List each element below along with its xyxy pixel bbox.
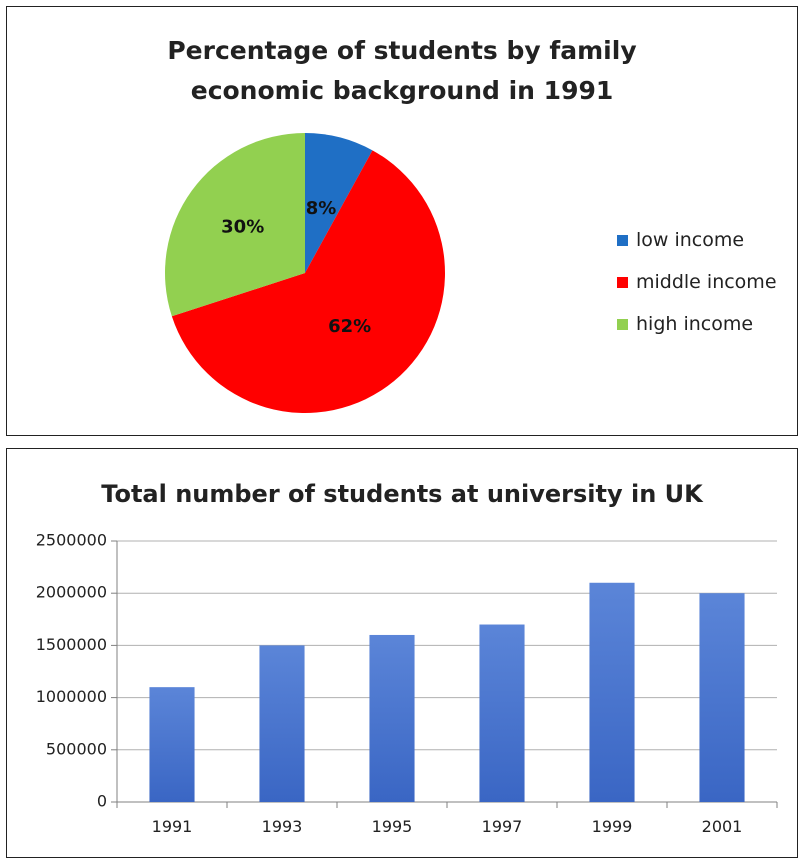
- legend-item: [617, 219, 777, 261]
- legend-item: [617, 261, 777, 303]
- bar-1993: [259, 645, 304, 802]
- legend-label: middle income: [636, 271, 777, 293]
- x-tick-label: 1993: [261, 817, 303, 836]
- y-tick-label: 500000: [45, 739, 107, 759]
- legend-label: high income: [636, 313, 754, 335]
- bar-1995: [369, 635, 414, 802]
- pie-chart-panel: [6, 6, 798, 436]
- legend-swatch: [617, 277, 628, 288]
- legend-swatch: [617, 235, 628, 246]
- pie-legend: [617, 219, 777, 345]
- pie-title-line-2: economic background in 1991: [190, 76, 614, 105]
- y-tick-label: 2500000: [35, 530, 107, 550]
- x-tick-label: 1997: [481, 817, 523, 836]
- bar-1991: [149, 687, 194, 802]
- x-tick-label: 1999: [591, 817, 633, 836]
- bar-chart-title: Total number of students at university in UK: [101, 480, 703, 508]
- x-tick-label: 2001: [701, 817, 743, 836]
- y-tick-label: 1500000: [35, 634, 107, 654]
- bar-chart: [7, 449, 799, 859]
- y-tick-label: 0: [96, 791, 107, 811]
- bar-chart-panel: [6, 448, 798, 858]
- legend-label: low income: [636, 229, 745, 251]
- bar-1999: [589, 583, 634, 802]
- legend-item: [617, 303, 777, 345]
- pie-data-label: 62%: [328, 315, 372, 337]
- bar-2001: [699, 593, 744, 802]
- x-tick-label: 1991: [151, 817, 193, 836]
- pie-data-label: 8%: [305, 198, 337, 219]
- bar-1997: [479, 625, 524, 802]
- pie-data-label: 30%: [221, 216, 265, 238]
- y-tick-label: 1000000: [35, 687, 107, 707]
- legend-swatch: [617, 319, 628, 330]
- pie-title-line-1: Percentage of students by family: [167, 36, 637, 65]
- y-tick-label: 2000000: [35, 582, 107, 602]
- x-tick-label: 1995: [371, 817, 413, 836]
